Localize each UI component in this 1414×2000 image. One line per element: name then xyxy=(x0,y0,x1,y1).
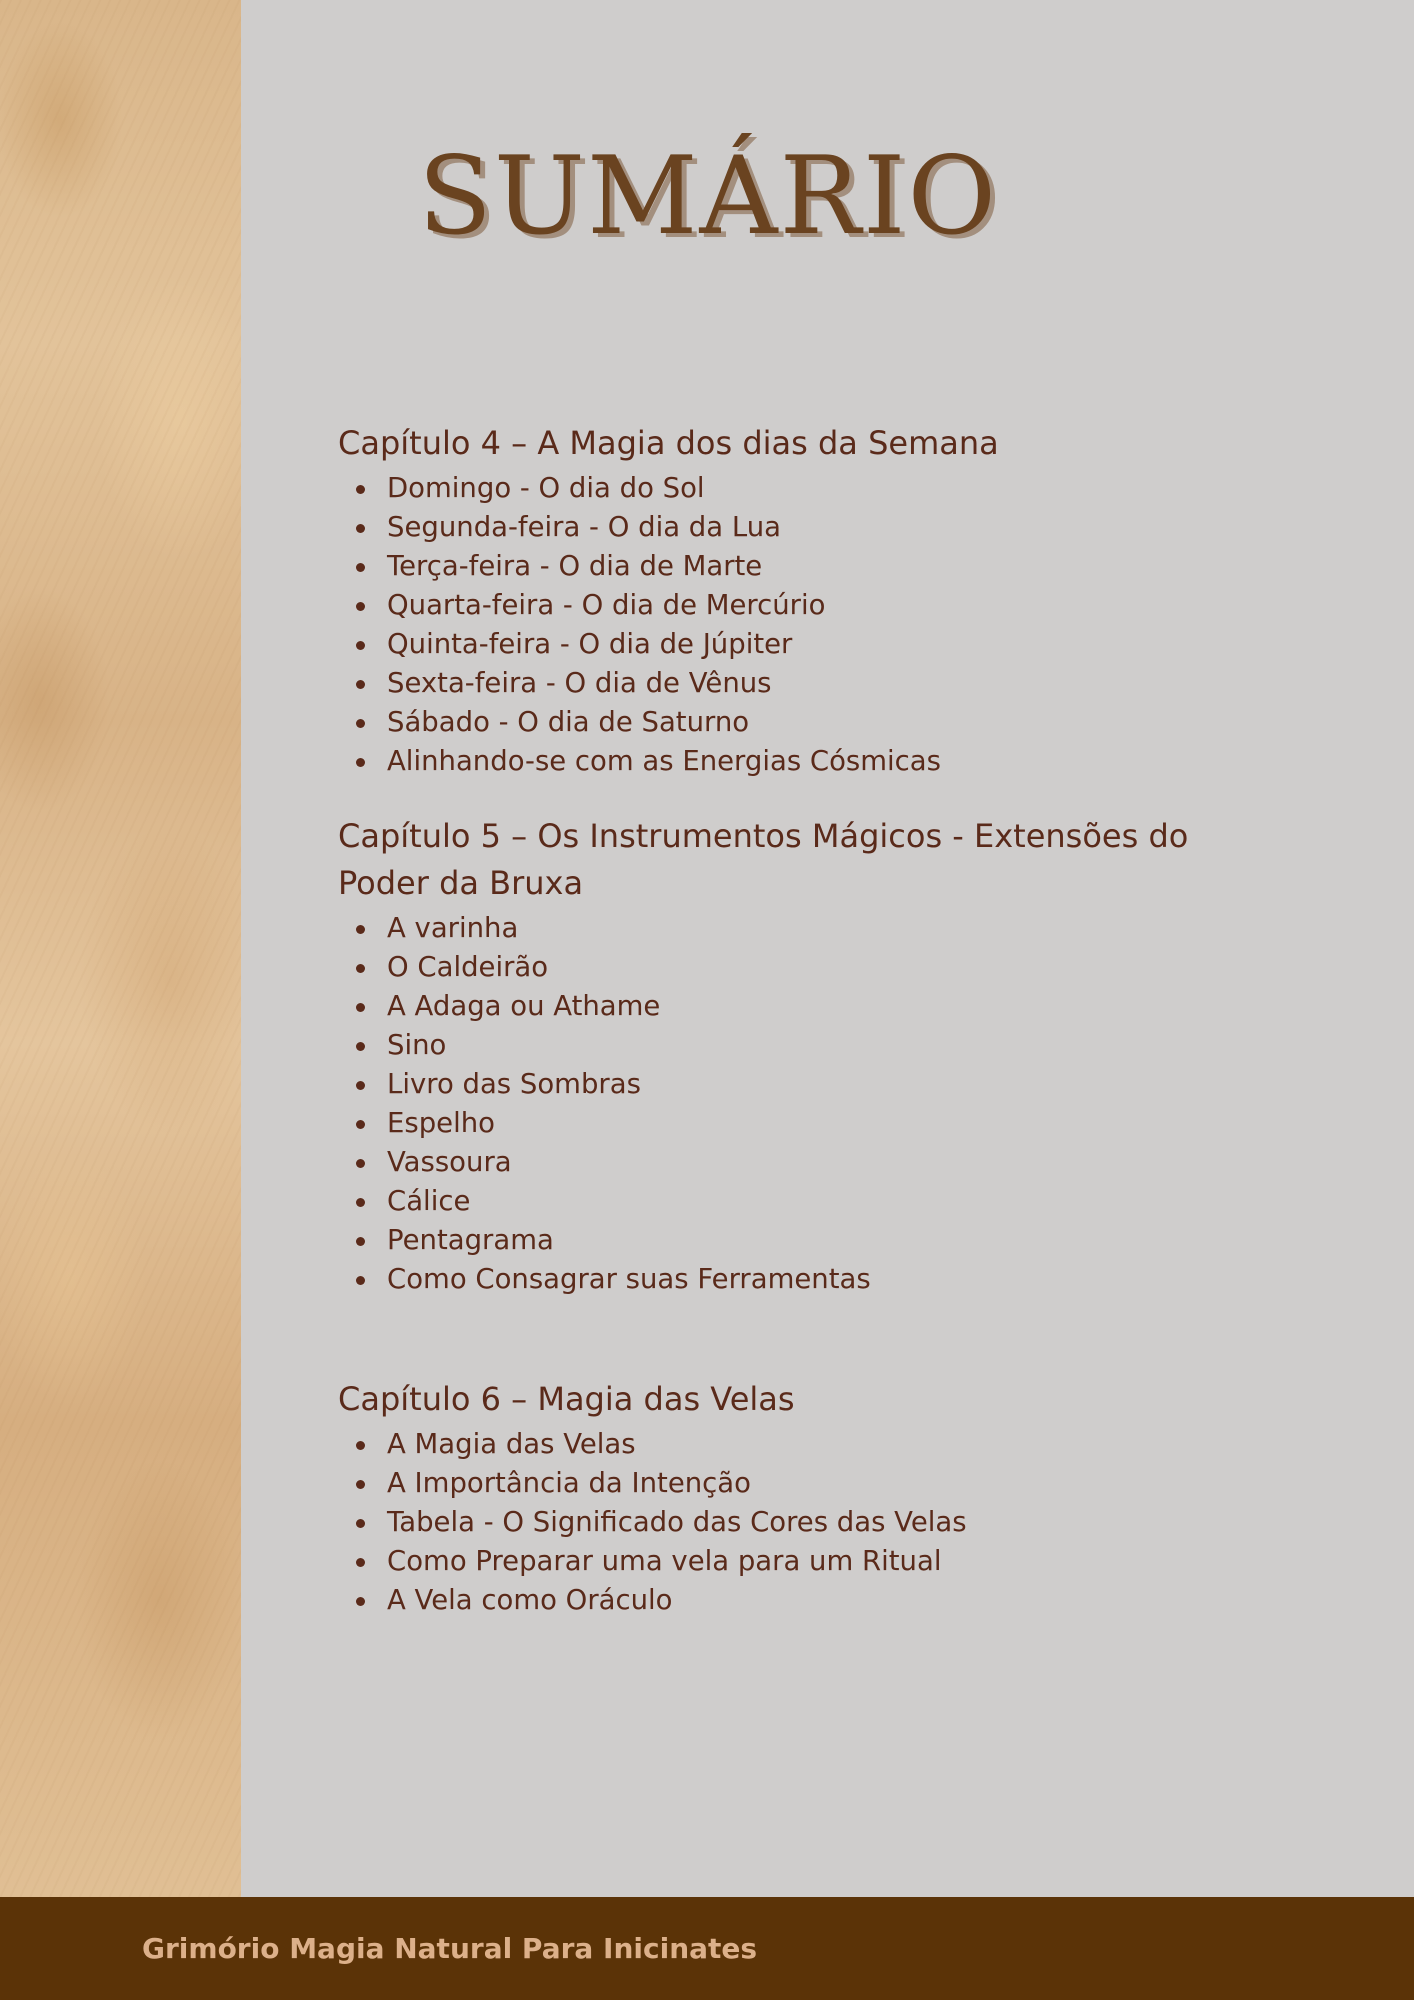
list-item xyxy=(338,1221,1198,1260)
list-item xyxy=(338,586,1198,625)
bullet-icon xyxy=(356,485,365,494)
list-item xyxy=(338,1425,1198,1464)
list-item xyxy=(338,625,1198,664)
list-item xyxy=(338,948,1198,987)
list-item-text: Espelho xyxy=(387,1107,495,1139)
chapter-6-heading: Capítulo 6 – Magia das Velas xyxy=(338,1380,795,1418)
list-item-text: A Adaga ou Athame xyxy=(387,990,661,1022)
list-item xyxy=(338,1143,1198,1182)
chapter-4-section xyxy=(338,420,1198,781)
list-item xyxy=(338,1260,1198,1299)
list-item xyxy=(338,469,1198,508)
list-item xyxy=(338,508,1198,547)
list-item-text: A Importância da Intenção xyxy=(387,1467,751,1499)
list-item xyxy=(338,987,1198,1026)
bullet-icon xyxy=(356,1558,365,1567)
chapter-4-list xyxy=(338,469,1198,781)
bullet-icon xyxy=(356,758,365,767)
list-item-text: Quinta-feira - O dia de Júpiter xyxy=(387,628,793,660)
list-item xyxy=(338,1503,1198,1542)
list-item xyxy=(338,547,1198,586)
bullet-icon xyxy=(356,1159,365,1168)
list-item-text: Sino xyxy=(387,1029,447,1061)
list-item xyxy=(338,909,1198,948)
list-item xyxy=(338,1065,1198,1104)
bullet-icon xyxy=(356,641,365,650)
chapter-6-list xyxy=(338,1425,1198,1620)
bullet-icon xyxy=(356,563,365,572)
footer-title: Grimório Magia Natural Para Inicinates xyxy=(142,1932,758,1965)
list-item-text: A Vela como Oráculo xyxy=(387,1584,673,1616)
chapter-5-list xyxy=(338,909,1198,1299)
bullet-icon xyxy=(356,524,365,533)
bullet-icon xyxy=(356,719,365,728)
bullet-icon xyxy=(356,1480,365,1489)
bullet-icon xyxy=(356,1441,365,1450)
bullet-icon xyxy=(356,1597,365,1606)
list-item-text: Sábado - O dia de Saturno xyxy=(387,706,750,738)
table-of-contents xyxy=(338,420,1198,1620)
list-item-text: Cálice xyxy=(387,1185,471,1217)
bullet-icon xyxy=(356,680,365,689)
list-item-text: Tabela - O Significado das Cores das Velas xyxy=(387,1506,967,1538)
list-item-text: Pentagrama xyxy=(387,1224,554,1256)
bullet-icon xyxy=(356,964,365,973)
list-item xyxy=(338,1542,1198,1581)
list-item-text: A Magia das Velas xyxy=(387,1428,636,1460)
bullet-icon xyxy=(356,1003,365,1012)
bullet-icon xyxy=(356,1276,365,1285)
list-item xyxy=(338,742,1198,781)
bullet-icon xyxy=(356,1120,365,1129)
bullet-icon xyxy=(356,602,365,611)
list-item xyxy=(338,664,1198,703)
list-item xyxy=(338,1026,1198,1065)
list-item-text: A varinha xyxy=(387,912,519,944)
bullet-icon xyxy=(356,1237,365,1246)
chapter-4-heading: Capítulo 4 – A Magia dos dias da Semana xyxy=(338,424,999,462)
list-item xyxy=(338,1104,1198,1143)
bullet-icon xyxy=(356,1081,365,1090)
list-item xyxy=(338,1182,1198,1221)
list-item xyxy=(338,1464,1198,1503)
list-item xyxy=(338,703,1198,742)
list-item-text: Terça-feira - O dia de Marte xyxy=(387,550,763,582)
bullet-icon xyxy=(356,925,365,934)
bullet-icon xyxy=(356,1519,365,1528)
chapter-5-section xyxy=(338,813,1198,1299)
list-item-text: Quarta-feira - O dia de Mercúrio xyxy=(387,589,826,621)
list-item xyxy=(338,1581,1198,1620)
footer-bar xyxy=(0,1897,1414,2000)
list-item-text: Domingo - O dia do Sol xyxy=(387,472,705,504)
list-item-text: O Caldeirão xyxy=(387,951,549,983)
bullet-icon xyxy=(356,1198,365,1207)
list-item-text: Como Consagrar suas Ferramentas xyxy=(387,1263,871,1295)
chapter-5-heading: Capítulo 5 – Os Instrumentos Mágicos - Extensões do Poder da Bruxa xyxy=(338,817,1189,902)
list-item-text: Sexta-feira - O dia de Vênus xyxy=(387,667,772,699)
list-item-text: Vassoura xyxy=(387,1146,512,1178)
list-item-text: Como Preparar uma vela para um Ritual xyxy=(387,1545,942,1577)
parchment-side-strip xyxy=(0,0,241,1897)
list-item-text: Livro das Sombras xyxy=(387,1068,641,1100)
list-item-text: Segunda-feira - O dia da Lua xyxy=(387,511,781,543)
list-item-text: Alinhando-se com as Energias Cósmicas xyxy=(387,745,941,777)
chapter-6-section xyxy=(338,1376,1198,1620)
bullet-icon xyxy=(356,1042,365,1051)
page-title: SUMÁRIO xyxy=(417,134,999,259)
